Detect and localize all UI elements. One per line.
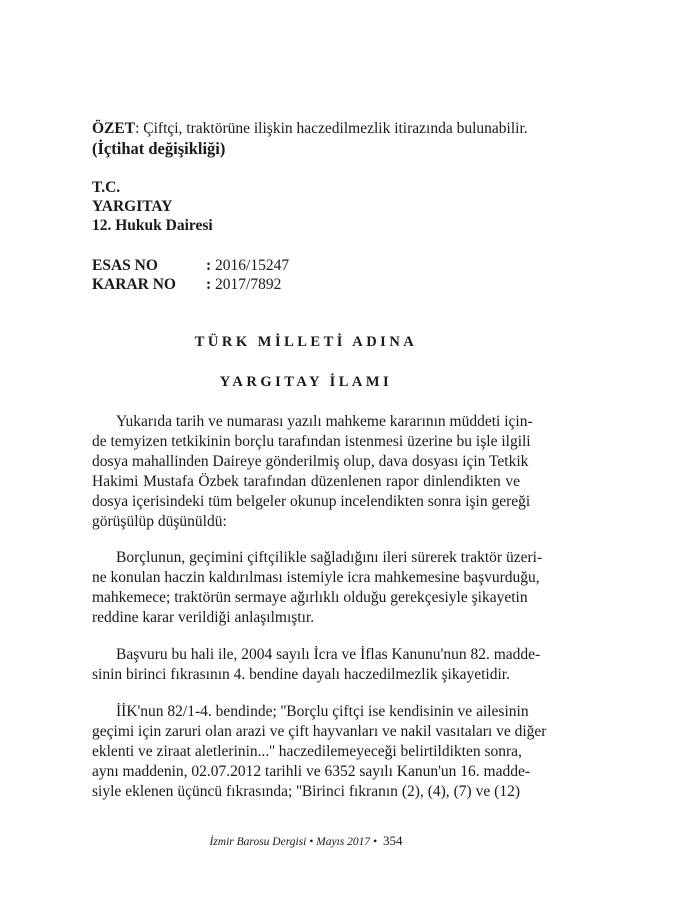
journal-name: İzmir Barosu Dergisi • Mayıs 2017 • [209,836,378,848]
paragraph-line: Hakimi Mustafa Özbek tarafından düzenlenen rapor dinlendikten ve [92,473,520,490]
esas-value: : 2016/15247 [206,257,290,274]
summary-label: ÖZET [92,120,136,137]
paragraph-line: aynı maddenin, 02.07.2012 tarihli ve 6352 sayılı Kanun'un 16. madde- [92,763,531,780]
karar-label: KARAR NO [92,276,176,293]
heading-nation: TÜRK MİLLETİ ADINA [194,334,418,350]
paragraph-line: mahkemece; traktörün sermaye ağırlıklı olduğu gerekçesiyle şikayetin [92,589,528,606]
paragraph-line: sinin birinci fıkrasının 4. bendine dayalı haczedilmezlik şikayetidir. [92,666,510,683]
paragraph-line: de temyizen tetkikinin borçlu tarafından istenmesi üzerine bu işle ilgili [92,433,531,450]
paragraph-line: dosya mahallinden Daireye gönderilmiş olup, dava dosyası için Tetkik [92,453,529,470]
court-name: YARGITAY [92,198,173,215]
page-number: 354 [383,833,403,848]
summary-line [92,119,528,139]
paragraph-line: dosya içerisindeki tüm belgeler okunup incelendikten sonra işin gereği [92,493,531,510]
paragraph-line: ne konulan haczin kaldırılması istemiyle icra mahkemesine başvurduğu, [92,569,540,586]
karar-value: : 2017/7892 [206,276,282,293]
paragraph-line: Başvuru bu hali ile, 2004 sayılı İcra ve İflas Kanunu'nun 82. madde- [116,646,541,663]
paragraph-line: Yukarıda tarih ve numarası yazılı mahkeme kararının müddeti için- [116,413,533,430]
court-country: T.C. [92,179,121,196]
esas-label: ESAS NO [92,257,158,274]
paragraph-line: siyle eklenen üçüncü fıkrasında; ''Birinci fıkranın (2), (4), (7) ve (12) [92,783,520,800]
heading-decision: YARGITAY İLAMI [219,374,393,390]
paragraph-line: eklenti ve ziraat aletlerinin...'' haczedilemeyeceği belirtildikten sonra, [92,743,522,760]
paragraph-line: reddine karar verildiği anlaşılmıştır. [92,609,315,626]
court-chamber: 12. Hukuk Dairesi [92,217,213,234]
paragraph-line: Borçlunun, geçimini çiftçilikle sağladığını ileri sürerek traktör üzeri- [116,549,543,566]
paragraph-line: görüşülüp düşünüldü: [92,513,227,530]
summary-text: : Çiftçi, traktörüne ilişkin haczedilmezlik itirazında bulunabilir. [135,120,528,137]
page-footer [92,833,520,849]
paragraph-line: İİK'nun 82/1-4. bendinde; ''Borçlu çiftçi ise kendisinin ve ailesinin [116,703,529,720]
summary-note: (İçtihat değişikliği) [92,139,226,158]
paragraph-line: geçimi için zaruri olan arazi ve çift hayvanları ve nakil vasıtaları ve diğer [92,723,547,740]
